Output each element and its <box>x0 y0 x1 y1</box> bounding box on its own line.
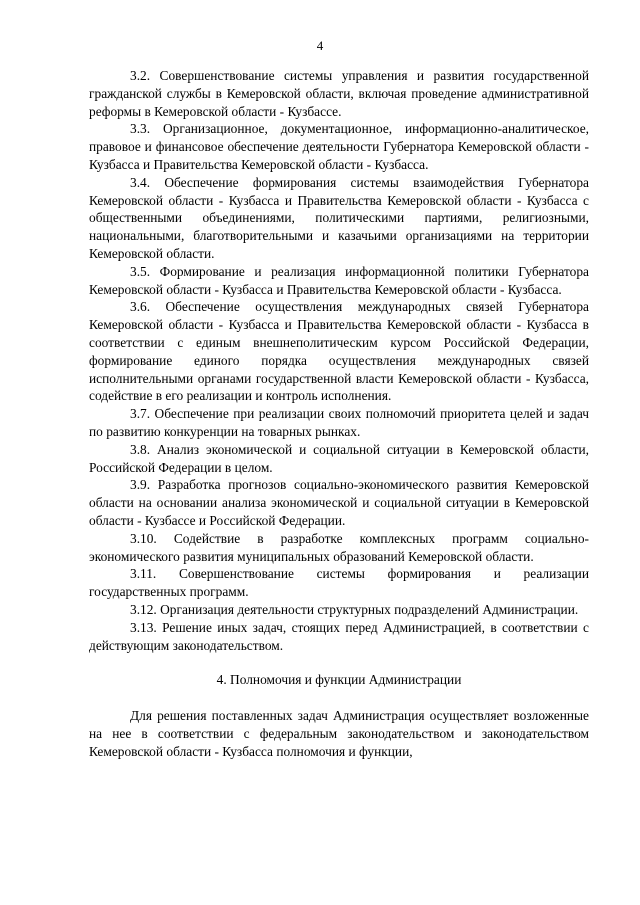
list-item-3-6: 3.6. Обеспечение осуществления международных связей Губернатора Кемеровской области - Кузбасса и Правительства Кемеровской области - Кузбасса в соответствии с единым внешнеполитическим курсом Российской Федерации, формирование единого порядка осуществления международных связей исполнительными органами государственной власти Кемеровской области - Кузбасса, содействие в его реализации и контроль исполнения. <box>89 299 589 404</box>
list-item-3-2: 3.2. Совершенствование системы управления и развития государственной гражданской службы в Кемеровской области, включая проведение административной реформы в Кемеровской области - Кузбассе. <box>89 68 589 119</box>
list-item-3-13: 3.13. Решение иных задач, стоящих перед Администрацией, в соответствии с действующим законодательством. <box>89 619 589 653</box>
document-body <box>89 67 589 760</box>
section-heading: 4. Полномочия и функции Администрации <box>216 672 462 688</box>
closing-paragraph: Для решения поставленных задач Администрация осуществляет возложенные на нее в соответствии с федеральным законодательством и законодательством Кемеровской области - Кузбасса полномочия и функции, <box>89 708 589 759</box>
list-item-3-10: 3.10. Содействие в разработке комплексных программ социально-экономического развития муниципальных образований Кемеровской области. <box>89 530 589 564</box>
list-item-3-5: 3.5. Формирование и реализация информационной политики Губернатора Кемеровской области - Кузбасса и Правительства Кемеровской области - Кузбасса. <box>89 263 589 297</box>
list-item-3-12: 3.12. Организация деятельности структурных подразделений Администрации. <box>130 601 579 617</box>
list-item-3-3: 3.3. Организационное, документационное, информационно-аналитическое, правовое и финансовое обеспечение деятельности Губернатора Кемеровской области - Кузбасса и Правительства Кемеровской области - Кузбасса. <box>89 121 589 172</box>
list-item-3-9: 3.9. Разработка прогнозов социально-экономического развития Кемеровской области на основании анализа экономической и социальной ситуации в Кемеровской области - Кузбассе и Российской Федерации. <box>89 477 589 528</box>
list-item-3-11: 3.11. Совершенствование системы формирования и реализации государственных программ. <box>89 566 589 600</box>
list-item-3-7: 3.7. Обеспечение при реализации своих полномочий приоритета целей и задач по развитию конкуренции на товарных рынках. <box>89 406 589 439</box>
page-number: 4 <box>316 38 324 53</box>
list-item-3-4: 3.4. Обеспечение формирования системы взаимодействия Губернатора Кемеровской области - Кузбасса и Правительства Кемеровской области - Кузбасса с общественными объединениями, политическими партиями, религиозными, национальными, благотворительными и казачьими организациями на территории Кемеровской области. <box>89 174 589 261</box>
list-item-3-8: 3.8. Анализ экономической и социальной ситуации в Кемеровской области, Российской Федерации в целом. <box>89 441 589 475</box>
